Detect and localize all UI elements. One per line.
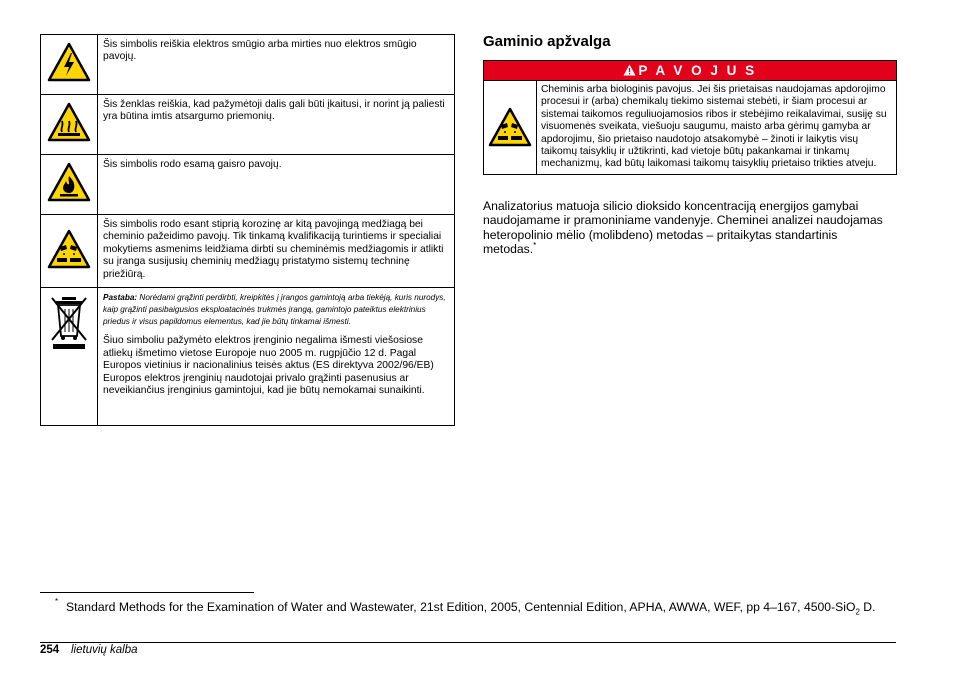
footnote-body: Standard Methods for the Examination of Water and Wastewater, 21st Edition, 2005, Centennial Edition, APHA, AWWA, WEF, pp 4–167, 4500-SiO	[66, 600, 856, 614]
note-body: Norėdami grąžinti perdirbti, kreipkitės į įrangos gamintoją arba tiekėją, kuris nurodys, kaip grąžinti pasibaigusios eksploatacinės trukmės įrangą, gamintojo pateiktus elektrinius priedus ir visus papildomus elementus, kad jie būtų tinkamai išmesti.	[103, 293, 446, 326]
symbol-row	[41, 155, 455, 215]
hot-surface-warning-icon	[47, 102, 91, 142]
symbol-row	[41, 35, 455, 95]
intro-text: Analizatorius matuoja silicio dioksido koncentraciją energijos gamybai naudojamame ir pramoniniame vandenyje. Cheminei analizei naudojamas heteropolinio mėlio (molibdeno) metodas – pritaikytas standartinis metodas.	[483, 199, 883, 256]
fire-hazard-warning-icon	[47, 162, 91, 202]
section-heading: Gaminio apžvalga	[483, 33, 611, 50]
note-label: Pastaba:	[103, 293, 138, 303]
symbol-description: Šis simbolis reiškia elektros smūgio arba mirties nuo elektros smūgio pavojų.	[98, 35, 455, 95]
footnote-divider	[40, 592, 254, 593]
electric-shock-warning-icon	[47, 42, 91, 82]
footnote-subscript: 2	[855, 607, 860, 617]
intro-paragraph	[483, 199, 893, 256]
safety-symbols-table	[40, 34, 455, 426]
symbol-description: Šis ženklas reiškia, kad pažymėtoji dalis gali būti įkaitusi, ir norint ją paliesti yra būtina imtis atsargumo priemonių.	[98, 95, 455, 155]
footnote-mark: *	[55, 597, 59, 606]
symbol-description: Šis simbolis rodo esant stiprią korozinę ar kitą pavojingą medžiagą bei cheminio pažeidimo pavojų. Tik tinkamą kvalifikaciją turintiems ir specialiai mokytiems asmenims leidžiama dirbti su cheminėmis medžiagomis ir atlikti su įranga susijusių cheminių medžiagų pristatymo sistemų techninę priežiūrą.	[98, 215, 455, 288]
footer-language: lietuvių kalba	[71, 644, 138, 656]
footnote-reference[interactable]: *	[533, 240, 537, 250]
corrosive-warning-icon	[47, 229, 91, 269]
symbol-description: Šiuo simboliu pažymėto elektros įrenginio negalima išmesti viešosiose atliekų išmetimo vietose Europoje nuo 2005 m. rugpjūčio 12 d. Pagal Europos vietinius ir nacionalinius teisės aktus (ES direktyva 2002/96/EB) Europos elektros įrenginių naudotojai privalo grąžinti pasenusius ar neveikiančius įrenginius gamintojui, kad jie būtų nemokamai sunaikinti.	[103, 335, 434, 397]
warning-triangle-icon	[623, 64, 636, 76]
symbol-row	[41, 95, 455, 155]
chemical-hazard-icon	[488, 107, 532, 147]
danger-label: P A V O J U S	[638, 63, 757, 78]
footer-divider	[40, 642, 896, 643]
crossed-out-bin-icon	[49, 294, 89, 350]
symbol-row	[41, 215, 455, 288]
recycling-note	[103, 292, 449, 327]
footnote-text	[66, 600, 896, 615]
danger-description: Cheminis arba biologinis pavojus. Jei šis prietaisas naudojamas apdorojimo procesui ir (arba) chemikalų tiekimo sistemai stebėti, ir šiam procesui ar sistemai taikomos reguliuojamosios ribos ir stebėjimo reikalavimai, susiję su visuomenės sveikata, viešuoju saugumu, maisto arba gėrimų gamyba ar apdorojimu, šio prietaiso naudotojo atsakomybė – žinoti ir laikytis visų taikomų taisyklių ir užtikrinti, kad vietoje būtų pakankamai ir tinkamų mechanizmų, kad būtų laikomasi taikomų taisyklių prietaiso trikties atveju.	[541, 84, 887, 170]
page-number: 254	[40, 644, 60, 656]
danger-header	[484, 61, 896, 81]
weee-row	[41, 288, 455, 426]
symbol-description: Šis simbolis rodo esamą gaisro pavojų.	[98, 155, 455, 215]
footnote-tail: D.	[859, 600, 876, 614]
danger-notice	[483, 60, 897, 175]
